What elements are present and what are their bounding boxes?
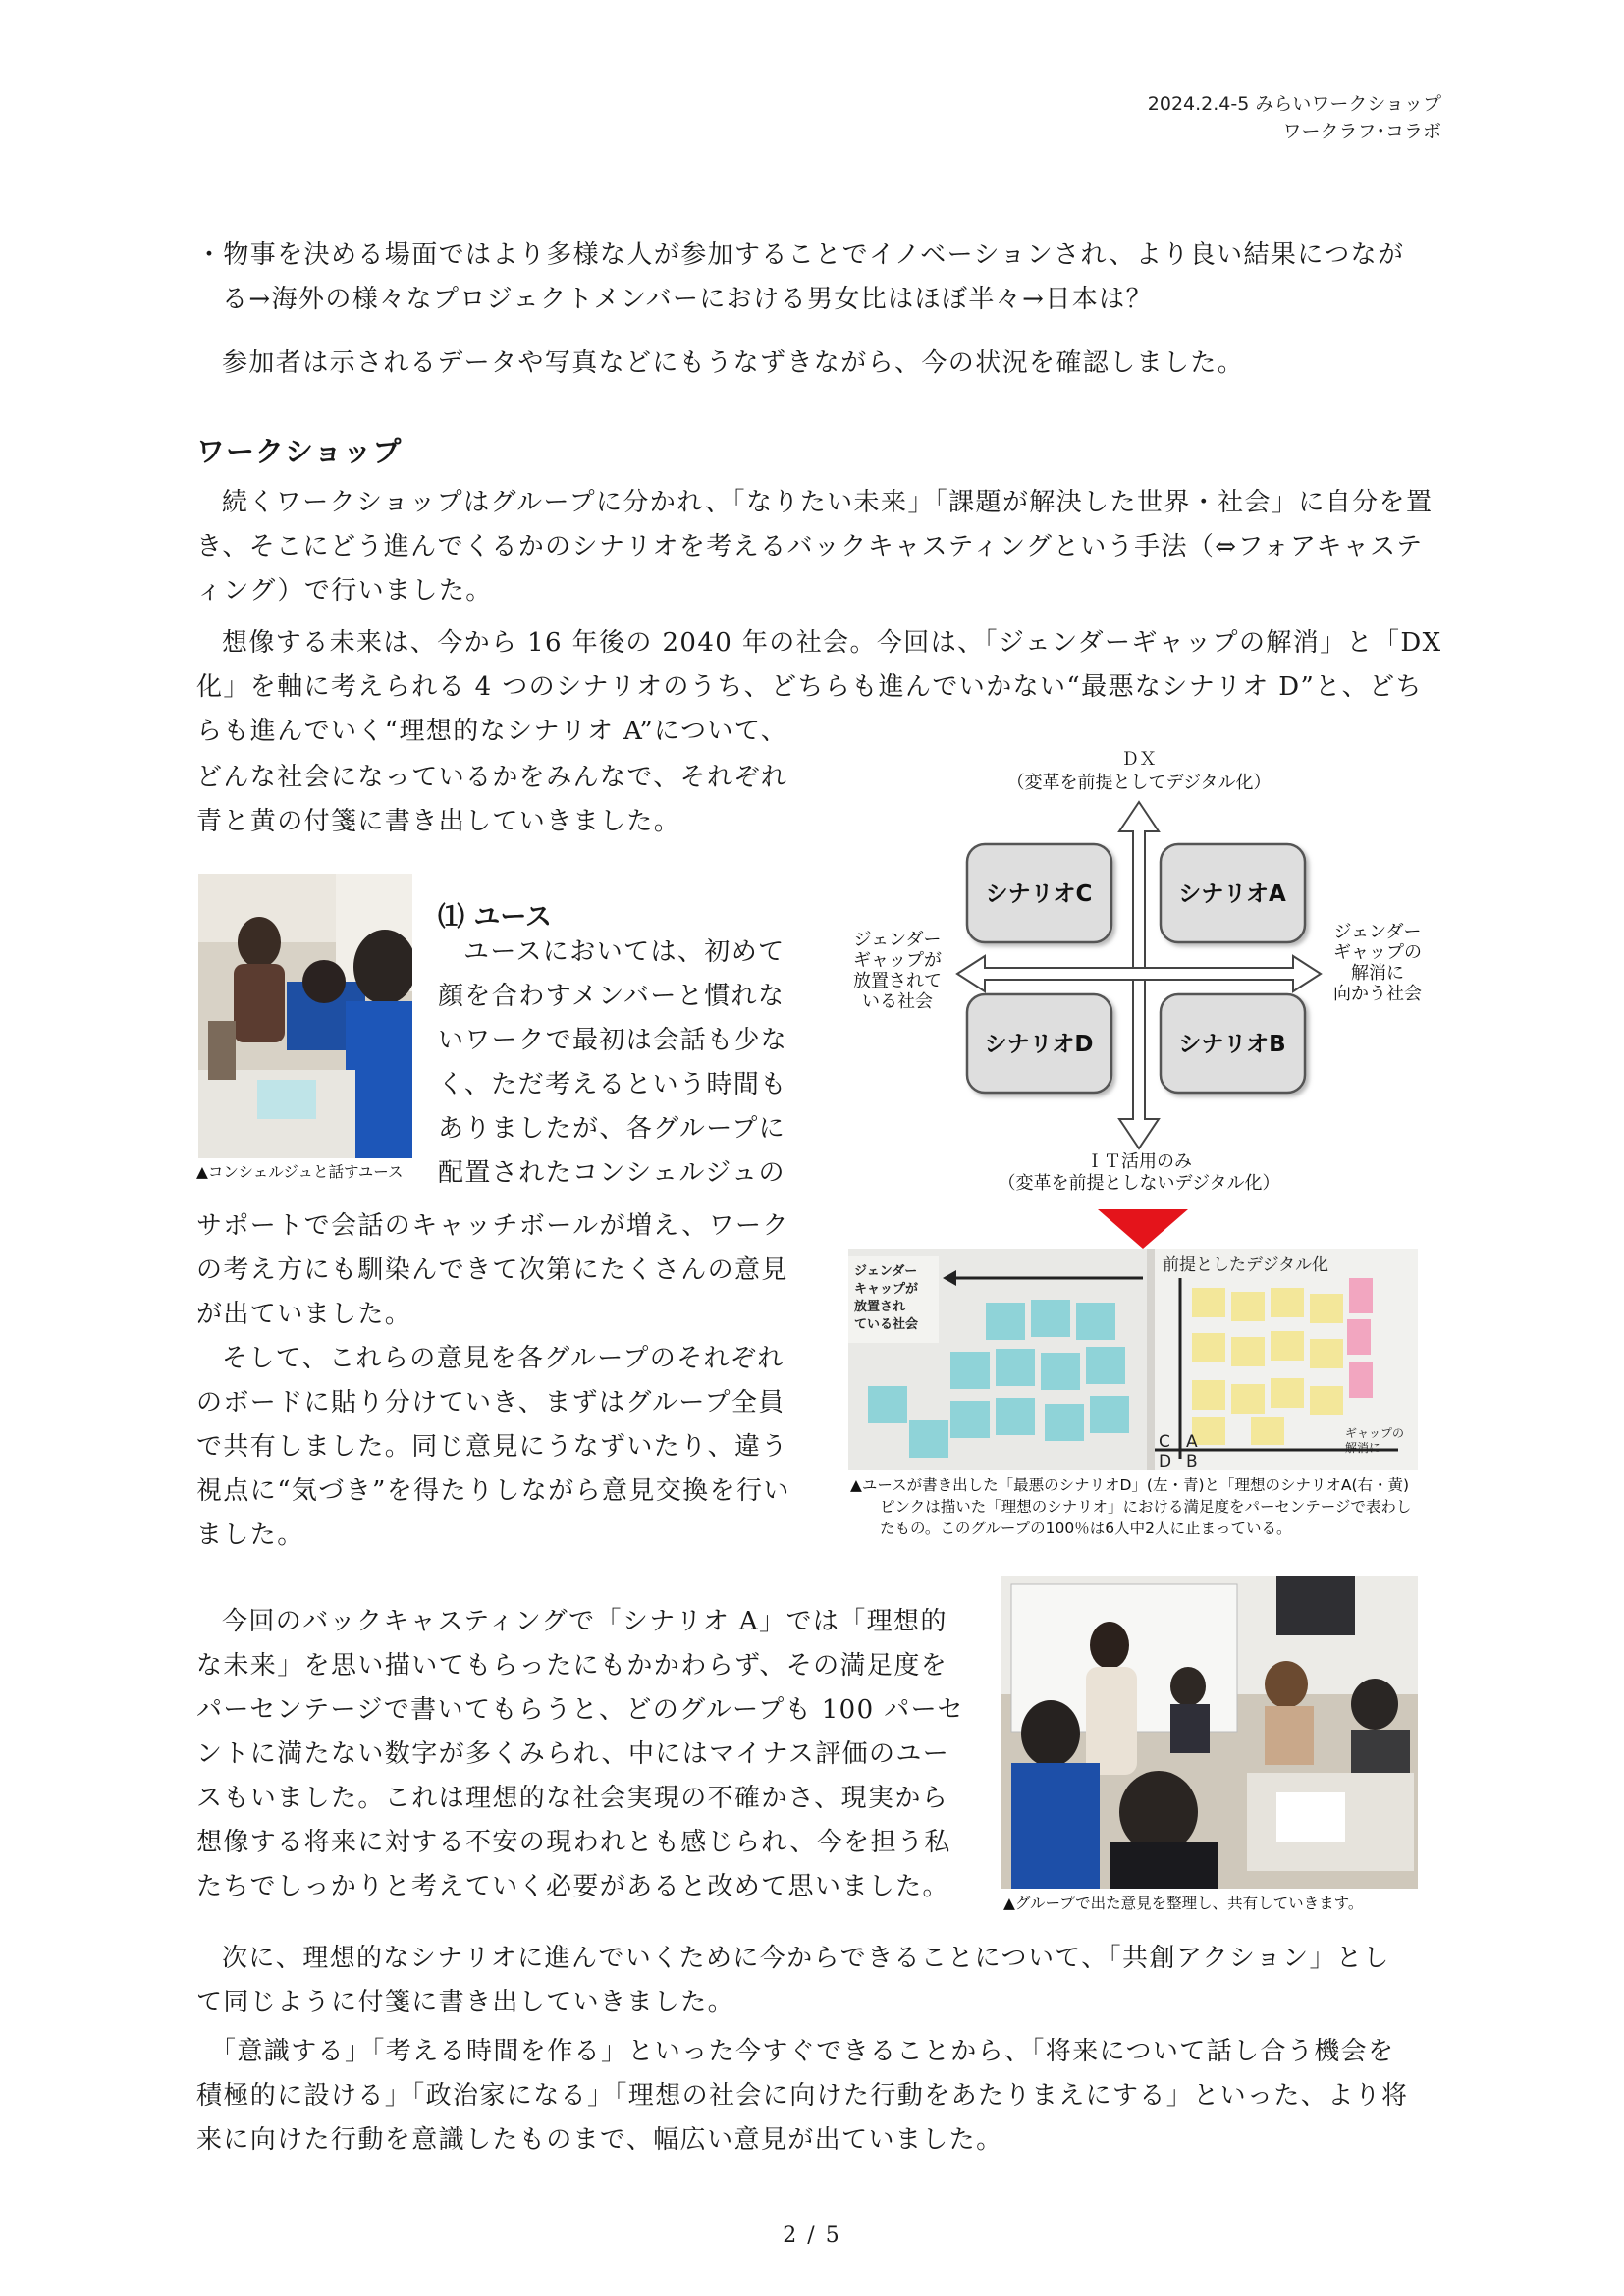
youth-cont-line: サポートで会話のキャッチボールが増え、ワーク — [196, 1211, 789, 1241]
svg-text:ジェンダー: ジェンダー — [853, 930, 942, 950]
axis-bottom-sub: （変革を前提としないデジタル化） — [998, 1173, 1280, 1193]
action-p1-line1: 次に、理想的なシナリオに進んでいくために今からできることについて、「共創アクション」とし — [222, 1944, 1390, 1973]
svg-text:シナリオA: シナリオA — [1178, 881, 1286, 907]
reflection-line: たちでしっかりと考えていく必要があると改めて思いました。 — [196, 1872, 949, 1901]
caption-group-photo: ▲グループで出た意見を整理し、共有していきます。 — [1003, 1895, 1364, 1912]
scenario-diagram — [839, 741, 1429, 1193]
youth-column-text — [438, 931, 811, 1196]
intro-bullet-line2: る→海外の様々なプロジェクトメンバーにおける男女比はほぼ半々→日本は？ — [222, 285, 1153, 314]
svg-text:向かう社会: 向かう社会 — [1333, 984, 1422, 1004]
caption-sticky-line: ピンクは描いた「理想のシナリオ」における満足度をパーセンテージで表わし — [880, 1498, 1412, 1516]
caption-sticky-line: たもの。このグループの100％は6人中2人に止まっている。 — [880, 1520, 1292, 1537]
workshop-p2-line4: どんな社会になっているかをみんなで、それぞれ — [196, 763, 788, 792]
axis-top-sub: （変革を前提としてデジタル化） — [1006, 773, 1272, 793]
intro-bullet-line1: ・物事を決める場面ではより多様な人が参加することでイノベーションされ、より良い結果につなが — [196, 240, 1405, 270]
axis-right-label — [1333, 922, 1422, 1004]
youth-cont-line: が出ていました。 — [196, 1300, 412, 1329]
youth-p2-line: のボードに貼り分けていき、まずはグループ全員 — [196, 1388, 785, 1417]
sticky-axis-a: A — [1186, 1432, 1198, 1452]
youth-p2-line: で共有しました。同じ意見にうなずいたり、違う — [196, 1432, 788, 1462]
sticky-axis-c: C — [1159, 1432, 1170, 1452]
page-number: 2 / 5 — [783, 2223, 841, 2248]
workshop-p2-line3: らも進んでいく“理想的なシナリオ A”について、 — [196, 717, 788, 746]
reflection-line: スもいました。これは理想的な社会実現の不確かさ、現実から — [196, 1784, 949, 1813]
youth-cont-line: の考え方にも馴染んできて次第にたくさんの意見 — [196, 1255, 788, 1285]
workshop-paragraph-1: 続くワークショップはグループに分かれ、「なりたい未来」「課題が解決した世界・社会」に自分を置き、そこにどう進んでくるかのシナリオを考えるバックキャスティングという手法（⇔フォアキャスティング）で行いました。 — [196, 488, 1434, 606]
youth-col-line: ありましたが、各グループに — [438, 1114, 786, 1144]
reflection-line: な未来」を思い描いてもらったにもかかわらず、その満足度を — [196, 1651, 948, 1681]
sticky-right-bottom-line: 解消に — [1345, 1441, 1381, 1455]
axis-bottom-label: ＩＴ活用のみ — [1086, 1151, 1192, 1172]
caption-sticky-boards — [850, 1474, 1439, 1539]
caption-concierge-photo: ▲コンシェルジュと話すユース — [196, 1163, 404, 1181]
reflection-line: ントに満たない数字が多くみられ、中にはマイナス評価のユー — [196, 1739, 950, 1769]
workshop-p2-line1: 想像する未来は、今から 16 年後の 2040 年の社会。今回は、「ジェンダーギャップの解消」と「DX — [222, 628, 1442, 658]
youth-p2-line: 視点に“気づき”を得たりしながら意見交換を行い — [196, 1476, 790, 1506]
caption-sticky-line: ▲ユースが書き出した「最悪のシナリオD」(左・青)と「理想のシナリオA(右・黄) — [850, 1476, 1410, 1494]
youth-p2-line: ました。 — [196, 1521, 304, 1550]
action-p2-line3: 来に向けた行動を意識したものまで、幅広い意見が出ていました。 — [196, 2125, 1003, 2155]
section-heading-workshop: ワークショップ — [196, 435, 403, 468]
workshop-p2-line5: 青と黄の付箋に書き出していきました。 — [196, 807, 681, 836]
sticky-right-bottom-line: ギャップの — [1345, 1426, 1405, 1440]
photo-group-discussion — [1001, 1576, 1418, 1889]
youth-col-line: く、ただ考えるという時間も — [438, 1070, 787, 1099]
sticky-right-title: 前提としたデジタル化 — [1163, 1255, 1328, 1275]
action-p2-line1: 「意識する」「考える時間を作る」といった今すぐできることから、「将来について話し合う機会を — [210, 2037, 1395, 2066]
workshop-p2-line2: 化」を軸に考えられる 4 つのシナリオのうち、どちらも進んでいかない“最悪なシナリオ D”と、どち — [196, 672, 1423, 702]
svg-text:解消に: 解消に — [1351, 963, 1404, 984]
youth-col-line: 配置されたコンシェルジュの — [438, 1158, 785, 1188]
youth-p2-line: そして、これらの意見を各グループのそれぞれ — [222, 1344, 785, 1373]
down-arrow-triangle — [1098, 1209, 1188, 1249]
youth-continued-text — [196, 1204, 825, 1558]
scenario-a-box — [1161, 844, 1305, 942]
document-header — [1148, 90, 1441, 145]
axis-top-label: ＤＸ — [1121, 749, 1157, 770]
svg-text:ジェンダー: ジェンダー — [1333, 922, 1422, 942]
sticky-axis-d: D — [1159, 1452, 1172, 1470]
reflection-line: 想像する将来に対する不安の現われとも感じられ、今を担う私 — [196, 1828, 951, 1857]
sticky-left-label-line: 放置され — [854, 1300, 906, 1314]
reflection-line: 今回のバックキャスティングで「シナリオ A」では「理想的 — [222, 1607, 947, 1636]
reflection-line: パーセンテージで書いてもらうと、どのグループも 100 パーセ — [196, 1695, 964, 1725]
scenario-b-box — [1161, 994, 1305, 1093]
svg-text:シナリオD: シナリオD — [984, 1032, 1094, 1057]
section-heading-youth: ⑴ ユース — [438, 902, 553, 933]
sticky-left-label-line: キャップが — [854, 1282, 919, 1297]
sticky-left-label-line: ジェンダー — [854, 1264, 918, 1279]
youth-col-line: 顔を合わすメンバーと慣れな — [438, 982, 785, 1011]
sticky-axis-b: B — [1186, 1452, 1198, 1470]
youth-col-line: ユースにおいては、初めて — [463, 937, 785, 967]
axis-left-label — [853, 930, 942, 1012]
svg-text:ギャップが: ギャップが — [853, 950, 942, 971]
sticky-left-label-line: ている社会 — [854, 1317, 919, 1332]
action-p2-line2: 積極的に設ける」「政治家になる」「理想の社会に向けた行動をあたりまえにする」といった、より将 — [196, 2081, 1409, 2110]
scenario-c-box — [967, 844, 1111, 942]
header-event: 2024.2.4-5 みらいワークショップ — [1147, 93, 1441, 115]
reflection-paragraph — [196, 1600, 982, 1909]
svg-text:シナリオB: シナリオB — [1178, 1032, 1286, 1057]
svg-text:ギャップの: ギャップの — [1333, 942, 1422, 963]
action-p1-line2: て同じように付箋に書き出していきました。 — [196, 1988, 735, 2017]
svg-text:シナリオC: シナリオC — [985, 881, 1093, 907]
photo-concierge-youth — [198, 874, 412, 1158]
svg-text:放置されて: 放置されて — [853, 971, 942, 991]
photo-sticky-boards — [848, 1249, 1418, 1470]
youth-col-line: いワークで最初は会話も少な — [438, 1026, 788, 1055]
svg-text:いる社会: いる社会 — [862, 991, 933, 1012]
scenario-d-box — [967, 994, 1111, 1093]
header-org: ワークラフ･コラボ — [1282, 121, 1441, 142]
intro-confirm: 参加者は示されるデータや写真などにもうなずきながら、今の状況を確認しました。 — [222, 348, 1245, 378]
